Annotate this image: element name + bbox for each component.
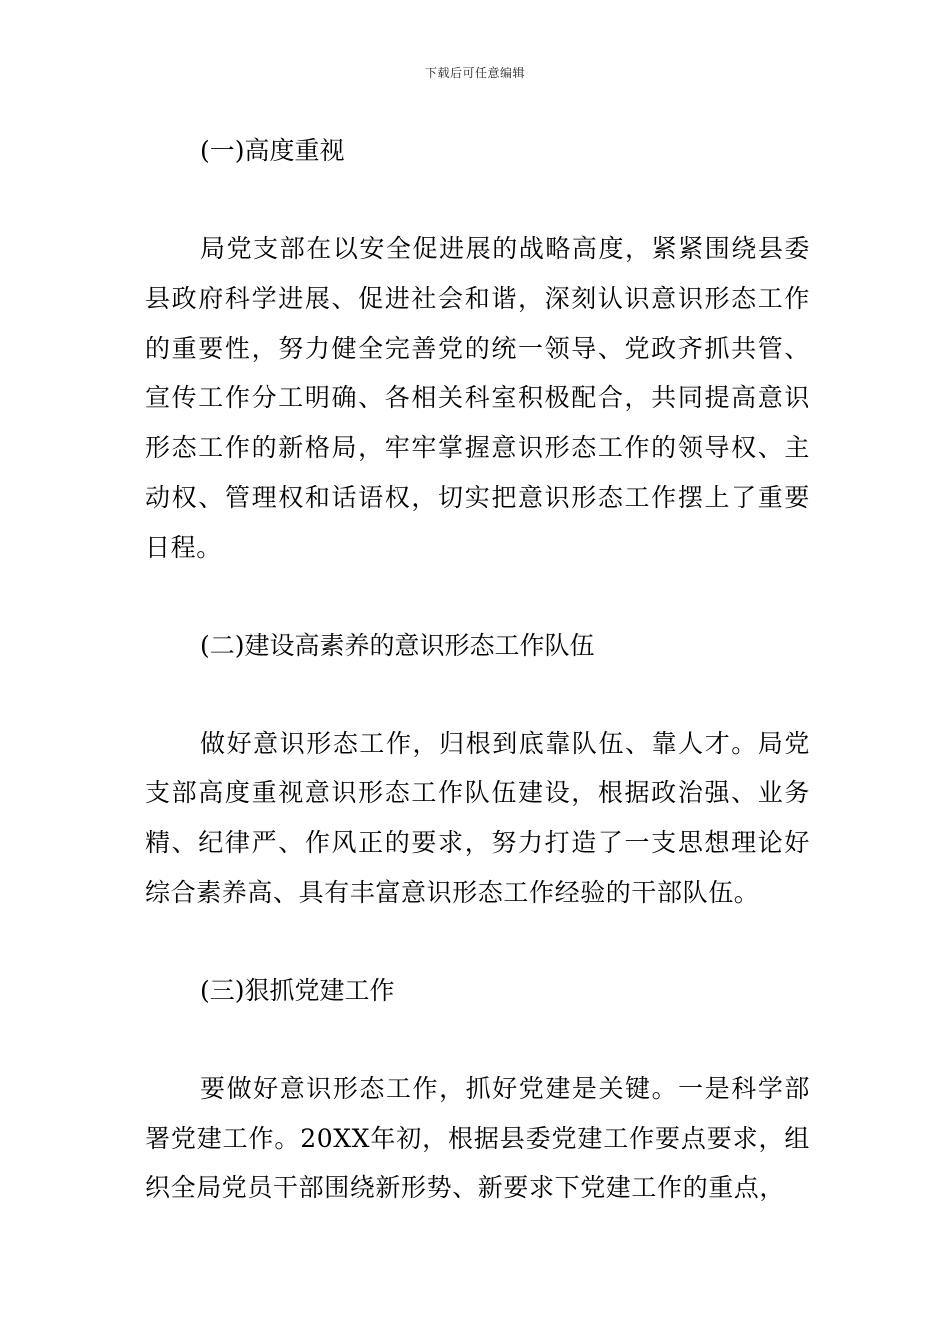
document-body [145, 128, 810, 1213]
section-heading-3: (三)狠抓党建工作 [200, 975, 395, 1005]
section-paragraph-2: 做好意识形态工作，归根到底靠队伍、靠人才。局党支部高度重视意识形态工作队伍建设，根据政治强、业务精、纪律严、作风正的要求，努力打造了一支思想理论好综合素养高、具有丰富意识形态工作经验的干部队伍。 [145, 728, 810, 907]
section-heading-1: (一)高度重视 [200, 136, 345, 165]
section-paragraph-1: 局党支部在以安全促进展的战略高度，紧紧围绕县委县政府科学进展、促进社会和谐，深刻认识意识形态工作的重要性，努力健全完善党的统一领导、党政齐抓共管、宣传工作分工明确、各相关科室积极配合，共同提高意识形态工作的新格局，牢牢掌握意识形态工作的领导权、主动权、管理权和话语权，切实把意识形态工作摆上了重要日程。 [145, 234, 810, 562]
section-paragraph-3: 要做好意识形态工作，抓好党建是关键。一是科学部署党建工作。20XX年初，根据县委党建工作要点要求，组织全局党员干部围绕新形势、新要求下党建工作的重点， [145, 1073, 810, 1203]
header-note: 下载后可任意编辑 [424, 66, 525, 80]
section-heading-2: (二)建设高素养的意识形态工作队伍 [200, 630, 595, 660]
